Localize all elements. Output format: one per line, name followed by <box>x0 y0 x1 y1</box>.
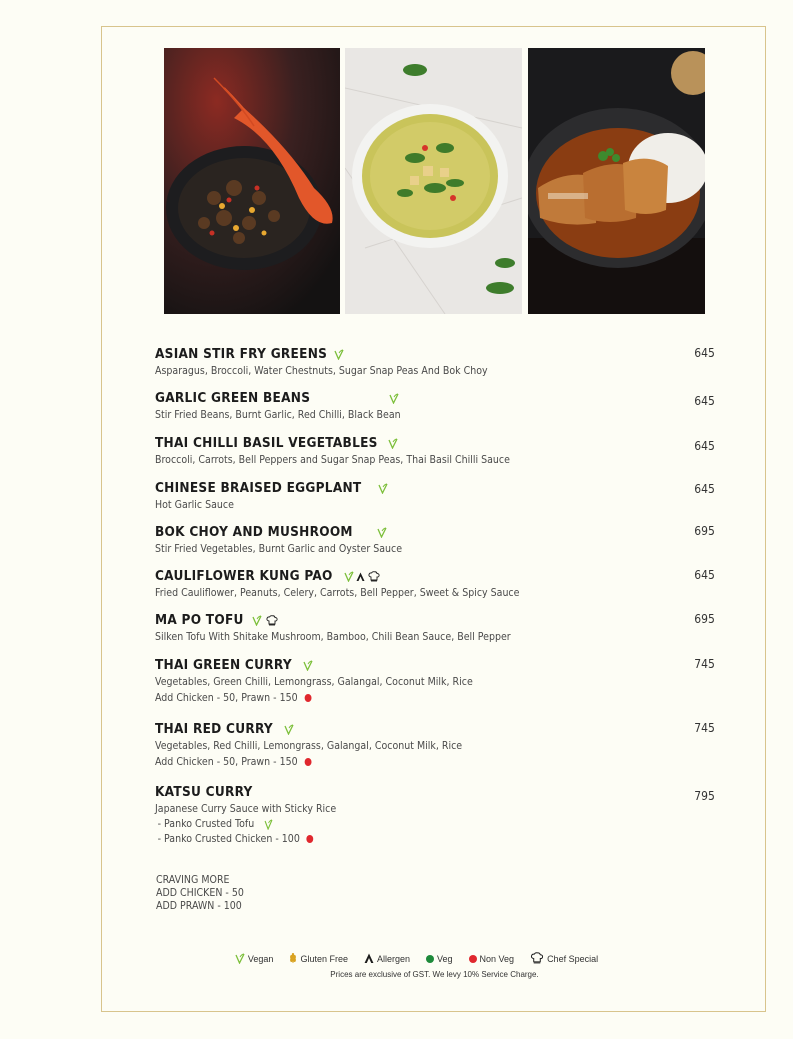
legend-label: Allergen <box>376 954 410 964</box>
craving-more-note <box>156 873 244 912</box>
addon-text: Add Chicken - 50, Prawn - 150 <box>155 691 298 704</box>
legend-vegan <box>235 953 274 966</box>
menu-item <box>155 567 715 600</box>
chef-special-icon <box>266 615 278 626</box>
item-description: Vegetables, Red Chilli, Lemongrass, Galangal, Coconut Milk, Rice <box>155 739 463 752</box>
legend-label: Veg <box>437 954 453 964</box>
item-name: THAI CHILLI BASIL VEGETABLES <box>155 435 378 451</box>
item-description: Hot Garlic Sauce <box>155 498 234 511</box>
addon-text: Add Chicken - 50, Prawn - 150 <box>155 755 298 768</box>
legend-gluten-free <box>289 953 348 965</box>
menu-item <box>155 656 715 705</box>
craving-chicken: ADD CHICKEN - 50 <box>156 886 244 899</box>
menu-item <box>155 523 715 556</box>
veg-icon <box>426 955 434 963</box>
prawn-stir-fry-photo <box>164 48 340 314</box>
item-price: 645 <box>694 346 715 360</box>
item-name: MA PO TOFU <box>155 612 244 628</box>
non-veg-icon <box>305 758 312 766</box>
menu-item <box>155 783 715 846</box>
vegan-icon <box>284 724 294 735</box>
item-description: Asparagus, Broccoli, Water Chestnuts, Sugar Snap Peas And Bok Choy <box>155 364 488 377</box>
menu-item <box>155 479 715 512</box>
legend-label: Non Veg <box>479 954 515 964</box>
legend-veg <box>426 954 453 964</box>
chef-special-icon <box>368 571 380 582</box>
item-description: Silken Tofu With Shitake Mushroom, Bamboo, Chili Bean Sauce, Bell Pepper <box>155 630 511 643</box>
allergen-icon <box>364 953 374 965</box>
vegan-icon <box>264 819 273 830</box>
item-name: GARLIC GREEN BEANS <box>155 390 311 406</box>
item-price: 645 <box>694 394 715 408</box>
legend-label: Gluten Free <box>300 954 348 964</box>
item-description: Fried Cauliflower, Peanuts, Celery, Carrots, Bell Pepper, Sweet & Spicy Sauce <box>155 586 520 599</box>
vegan-icon <box>377 527 387 538</box>
item-option <box>155 816 637 831</box>
item-price: 745 <box>694 657 715 671</box>
non-veg-icon <box>305 694 312 702</box>
item-addon <box>155 690 637 705</box>
item-name: KATSU CURRY <box>155 784 253 800</box>
legend <box>0 952 793 966</box>
vegan-icon <box>252 615 262 626</box>
service-charge-note: Prices are exclusive of GST. We levy 10% Service Charge. <box>330 970 539 979</box>
option-text: - Panko Crusted Tofu <box>157 817 255 830</box>
item-addon <box>155 754 637 769</box>
option-text: - Panko Crusted Chicken - 100 <box>157 832 300 845</box>
vegan-icon <box>334 349 344 360</box>
legend-label: Chef Special <box>547 954 599 964</box>
item-name: ASIAN STIR FRY GREENS <box>155 346 328 362</box>
item-name: BOK CHOY AND MUSHROOM <box>155 524 353 540</box>
green-curry-photo <box>345 48 522 314</box>
chef-special-icon <box>530 952 544 966</box>
item-description: Stir Fried Beans, Burnt Garlic, Red Chilli, Black Bean <box>155 408 401 421</box>
item-description: Vegetables, Green Chilli, Lemongrass, Galangal, Coconut Milk, Rice <box>155 675 473 688</box>
item-price: 645 <box>694 439 715 453</box>
item-price: 695 <box>694 524 715 538</box>
vegan-icon <box>388 438 398 449</box>
menu-item <box>155 611 715 644</box>
item-name: CHINESE BRAISED EGGPLANT <box>155 480 362 496</box>
non-veg-icon <box>307 835 314 843</box>
non-veg-icon <box>469 955 477 963</box>
wheat-icon <box>289 953 297 965</box>
menu-item <box>155 389 715 422</box>
vegan-icon <box>389 393 399 404</box>
item-price: 695 <box>694 612 715 626</box>
item-name: THAI GREEN CURRY <box>155 657 292 673</box>
item-price: 645 <box>694 568 715 582</box>
menu-item <box>155 434 715 467</box>
craving-prawn: ADD PRAWN - 100 <box>156 899 242 912</box>
item-price: 645 <box>694 482 715 496</box>
item-price: 795 <box>694 789 715 803</box>
vegan-icon <box>378 483 388 494</box>
item-name: THAI RED CURRY <box>155 721 273 737</box>
legend-non-veg <box>469 954 515 964</box>
vegan-icon <box>344 571 354 582</box>
legend-allergen <box>364 953 410 965</box>
craving-title: CRAVING MORE <box>156 873 230 886</box>
item-price: 745 <box>694 721 715 735</box>
menu-item <box>155 345 715 378</box>
item-option <box>155 831 637 846</box>
vegan-icon <box>303 660 313 671</box>
item-description: Stir Fried Vegetables, Burnt Garlic and Oyster Sauce <box>155 542 403 555</box>
legend-label: Vegan <box>247 954 274 964</box>
item-description: Japanese Curry Sauce with Sticky Rice <box>155 802 337 815</box>
item-description: Broccoli, Carrots, Bell Peppers and Sugar Snap Peas, Thai Basil Chilli Sauce <box>155 453 510 466</box>
allergen-icon <box>356 572 365 581</box>
vegan-icon <box>235 953 245 966</box>
legend-chef-special <box>530 952 598 966</box>
menu-item <box>155 720 715 769</box>
item-name: CAULIFLOWER KUNG PAO <box>155 568 333 584</box>
katsu-curry-photo <box>528 48 705 314</box>
